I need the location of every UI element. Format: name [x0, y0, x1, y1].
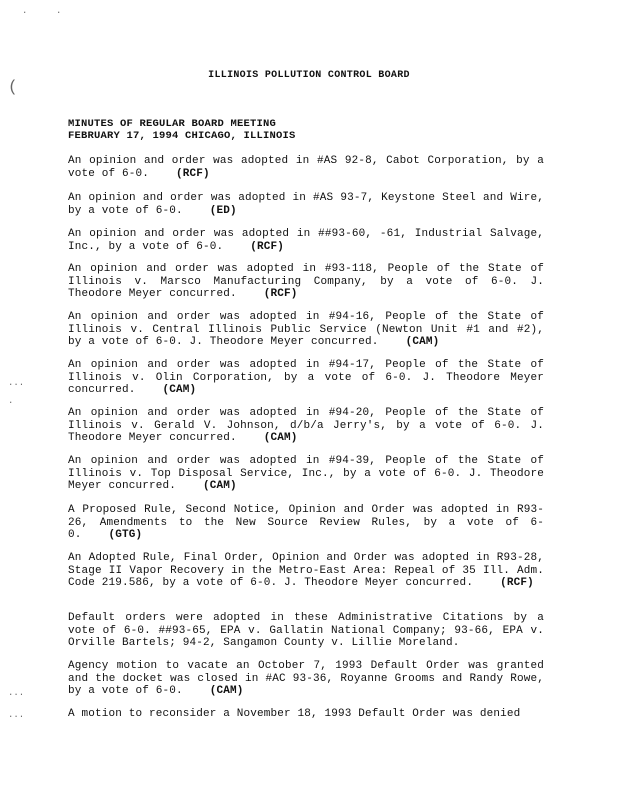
- paragraph-text: An opinion and order was adopted in #AS 93-7, Keystone Steel and Wire, by a vote of 6-0.: [68, 192, 544, 217]
- paragraph-text: An opinion and order was adopted in #94-17, People of the State of Illinois v. Olin Corporation, by a vote of 6-0. J. Theodore Meyer concurred.: [68, 359, 544, 397]
- paragraph-text: An opinion and order was adopted in #93-118, People of the State of Illinois v. Marsco Manufacturing Company, by a vote of 6-0. J. Theodore Meyer concurred.: [68, 263, 544, 301]
- board-heading: ILLINOIS POLLUTION CONTROL BOARD: [208, 70, 410, 81]
- minutes-paragraph: [68, 228, 544, 253]
- staff-initials: (RCF): [263, 288, 298, 301]
- staff-initials: (CAM): [263, 432, 298, 445]
- minutes-paragraph: [68, 311, 544, 349]
- staff-initials: (CAM): [203, 480, 237, 493]
- staff-initials: (RCF): [500, 577, 534, 590]
- scan-speck: ···: [8, 712, 25, 722]
- minutes-paragraph: [68, 155, 544, 180]
- paragraph-text: An opinion and order was adopted in #AS 92-8, Cabot Corporation, by a vote of 6-0.: [68, 155, 544, 180]
- staff-initials: (RCF): [176, 167, 210, 180]
- paragraph-text: An Adopted Rule, Final Order, Opinion and Order was adopted in R93-28, Stage II Vapor Recovery in the Metro-East Area: Repeal of 35 Ill. Adm. Code 219.586, by a vote of 6-0. J. Theodore Meyer concurred.: [68, 552, 544, 590]
- scan-speck: ·: [56, 8, 62, 18]
- minutes-paragraph: [68, 552, 544, 590]
- staff-initials: (CAM): [209, 685, 244, 698]
- minutes-paragraph: [68, 612, 544, 650]
- scan-speck: ·: [8, 398, 14, 408]
- scan-bracket-mark: (: [8, 78, 18, 96]
- staff-initials: (RCF): [250, 240, 285, 253]
- minutes-paragraph: [68, 455, 544, 493]
- minutes-title-block: [68, 118, 296, 142]
- staff-initials: (ED): [209, 204, 237, 217]
- minutes-paragraph: [68, 192, 544, 217]
- minutes-title: MINUTES OF REGULAR BOARD MEETING: [68, 118, 277, 130]
- staff-initials: (CAM): [405, 336, 440, 349]
- minutes-paragraph: [68, 660, 544, 698]
- meeting-date: FEBRUARY 17, 1994 CHICAGO, ILLINOIS: [68, 130, 296, 142]
- paragraph-text: An opinion and order was adopted in #94-16, People of the State of Illinois v. Central Illinois Public Service (Newton Unit #1 and #2), by a vote of 6-0. J. Theodore Meyer concurred.: [68, 311, 544, 349]
- minutes-paragraph: [68, 708, 544, 721]
- paragraph-text: An opinion and order was adopted in ##93-60, -61, Industrial Salvage, Inc., by a vote of 6-0.: [68, 228, 544, 253]
- paragraph-text: A motion to reconsider a November 18, 1993 Default Order was denied: [68, 708, 521, 720]
- staff-initials: (GTG): [108, 529, 143, 542]
- paragraph-text: A Proposed Rule, Second Notice, Opinion and Order was adopted in R93-26, Amendments to the New Source Review Rules, by a vote of 6-0.: [68, 504, 544, 542]
- scan-speck: ···: [8, 380, 25, 390]
- paragraph-text: Agency motion to vacate an October 7, 1993 Default Order was granted and the docket was closed in #AC 93-36, Royanne Grooms and Randy Rowe, by a vote of 6-0.: [68, 660, 544, 698]
- paragraph-text: Default orders were adopted in these Administrative Citations by a vote of 6-0. ##93-65, EPA v. Gallatin National Company; 93-66, EPA v. Orville Bartels; 94-2, Sangamon County v. Lillie Moreland.: [68, 612, 544, 650]
- paragraph-text: An opinion and order was adopted in #94-20, People of the State of Illinois v. Gerald V. Johnson, d/b/a Jerry's, by a vote of 6-0. J. Theodore Meyer concurred.: [68, 407, 544, 445]
- minutes-paragraph: [68, 504, 544, 542]
- paragraph-text: An opinion and order was adopted in #94-39, People of the State of Illinois v. Top Disposal Service, Inc., by a vote of 6-0. J. Theodore Meyer concurred.: [68, 455, 544, 493]
- scan-speck: ···: [8, 690, 25, 700]
- minutes-paragraph: [68, 263, 544, 301]
- minutes-paragraph: [68, 359, 544, 397]
- staff-initials: (CAM): [162, 384, 197, 397]
- minutes-paragraph: [68, 407, 544, 445]
- scan-speck: ·: [22, 8, 28, 18]
